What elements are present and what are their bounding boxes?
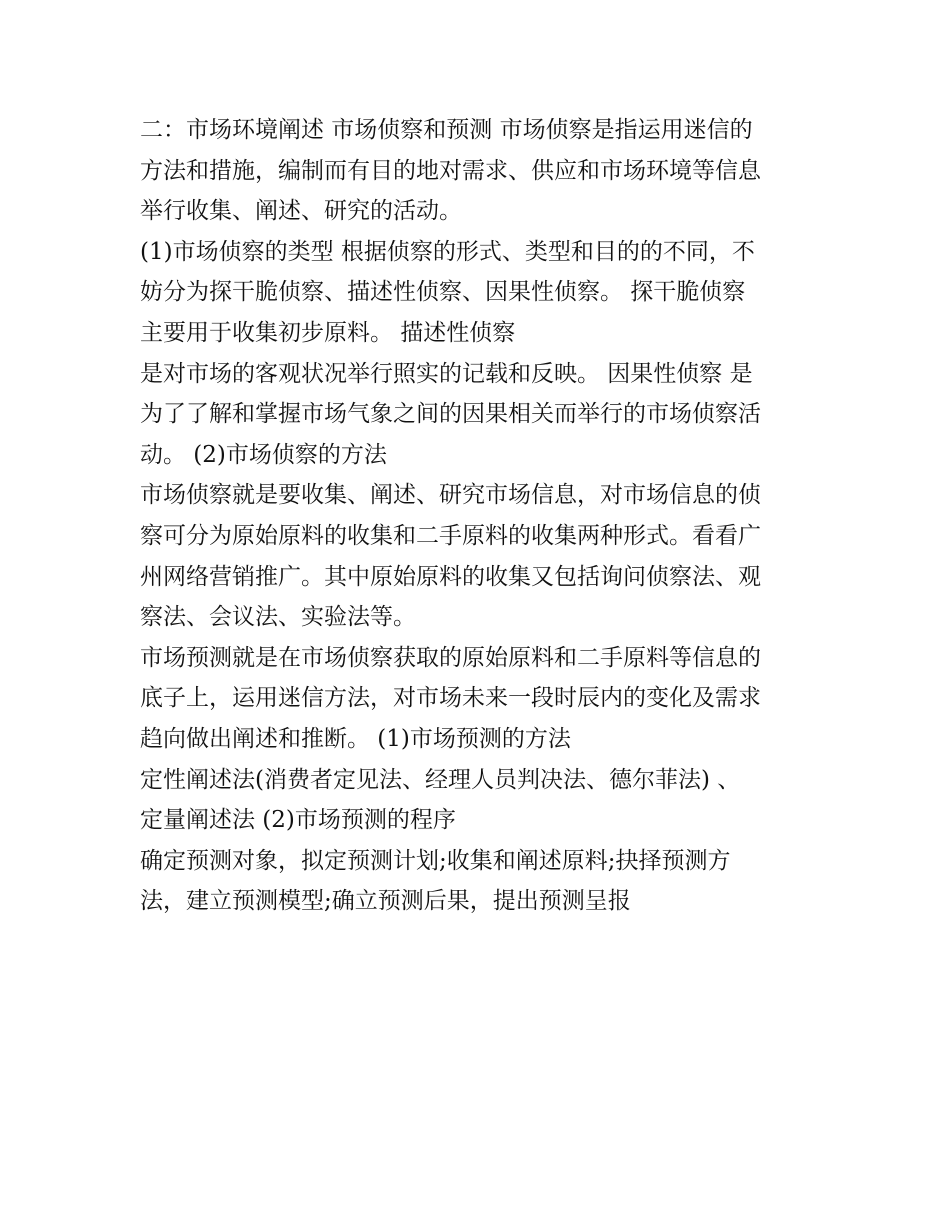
text-line: 是对市场的客观状况举行照实的记载和反映。 因果性侦察 是 — [140, 360, 753, 387]
text-line: 为了了解和掌握市场气象之间的因果相关而举行的市场侦察活 — [140, 401, 761, 428]
text-line: 市场预测就是在市场侦察获取的原始原料和二手原料等信息的 — [140, 644, 761, 671]
text-line: 定性阐述法(消费者定见法、经理人员判决法、德尔菲法) 、 — [140, 766, 741, 793]
text-line: 州网络营销推广。其中原始原料的收集又包括询问侦察法、观 — [140, 563, 761, 590]
text-line: (1)市场侦察的类型 根据侦察的形式、类型和目的的不同，不 — [140, 238, 755, 265]
text-line: 主要用于收集初步原料。 描述性侦察 — [140, 319, 516, 346]
text-line: 察法、会议法、实验法等。 — [140, 604, 416, 631]
document-body — [140, 110, 820, 922]
text-line: 动。 (2)市场侦察的方法 — [140, 441, 387, 468]
text-line: 方法和措施，编制而有目的地对需求、供应和市场环境等信息 — [140, 157, 761, 184]
text-line: 定量阐述法 (2)市场预测的程序 — [140, 807, 456, 834]
text-line: 市场侦察就是要收集、阐述、研究市场信息，对市场信息的侦 — [140, 482, 761, 509]
text-line: 确定预测对象，拟定预测计划;收集和阐述原料;抉择预测方 — [140, 847, 731, 874]
text-line: 底子上，运用迷信方法，对市场未来一段时辰内的变化及需求 — [140, 685, 761, 712]
text-line: 举行收集、阐述、研究的活动。 — [140, 198, 462, 225]
text-line: 察可分为原始原料的收集和二手原料的收集两种形式。看看广 — [140, 522, 761, 549]
text-line: 二：市场环境阐述 市场侦察和预测 市场侦察是指运用迷信的 — [140, 117, 753, 143]
text-line: 趋向做出阐述和推断。 (1)市场预测的方法 — [140, 725, 571, 752]
text-line: 法，建立预测模型;确立预测后果，提出预测呈报 — [140, 888, 631, 915]
text-line: 妨分为探干脆侦察、描述性侦察、因果性侦察。 探干脆侦察 — [140, 279, 746, 306]
